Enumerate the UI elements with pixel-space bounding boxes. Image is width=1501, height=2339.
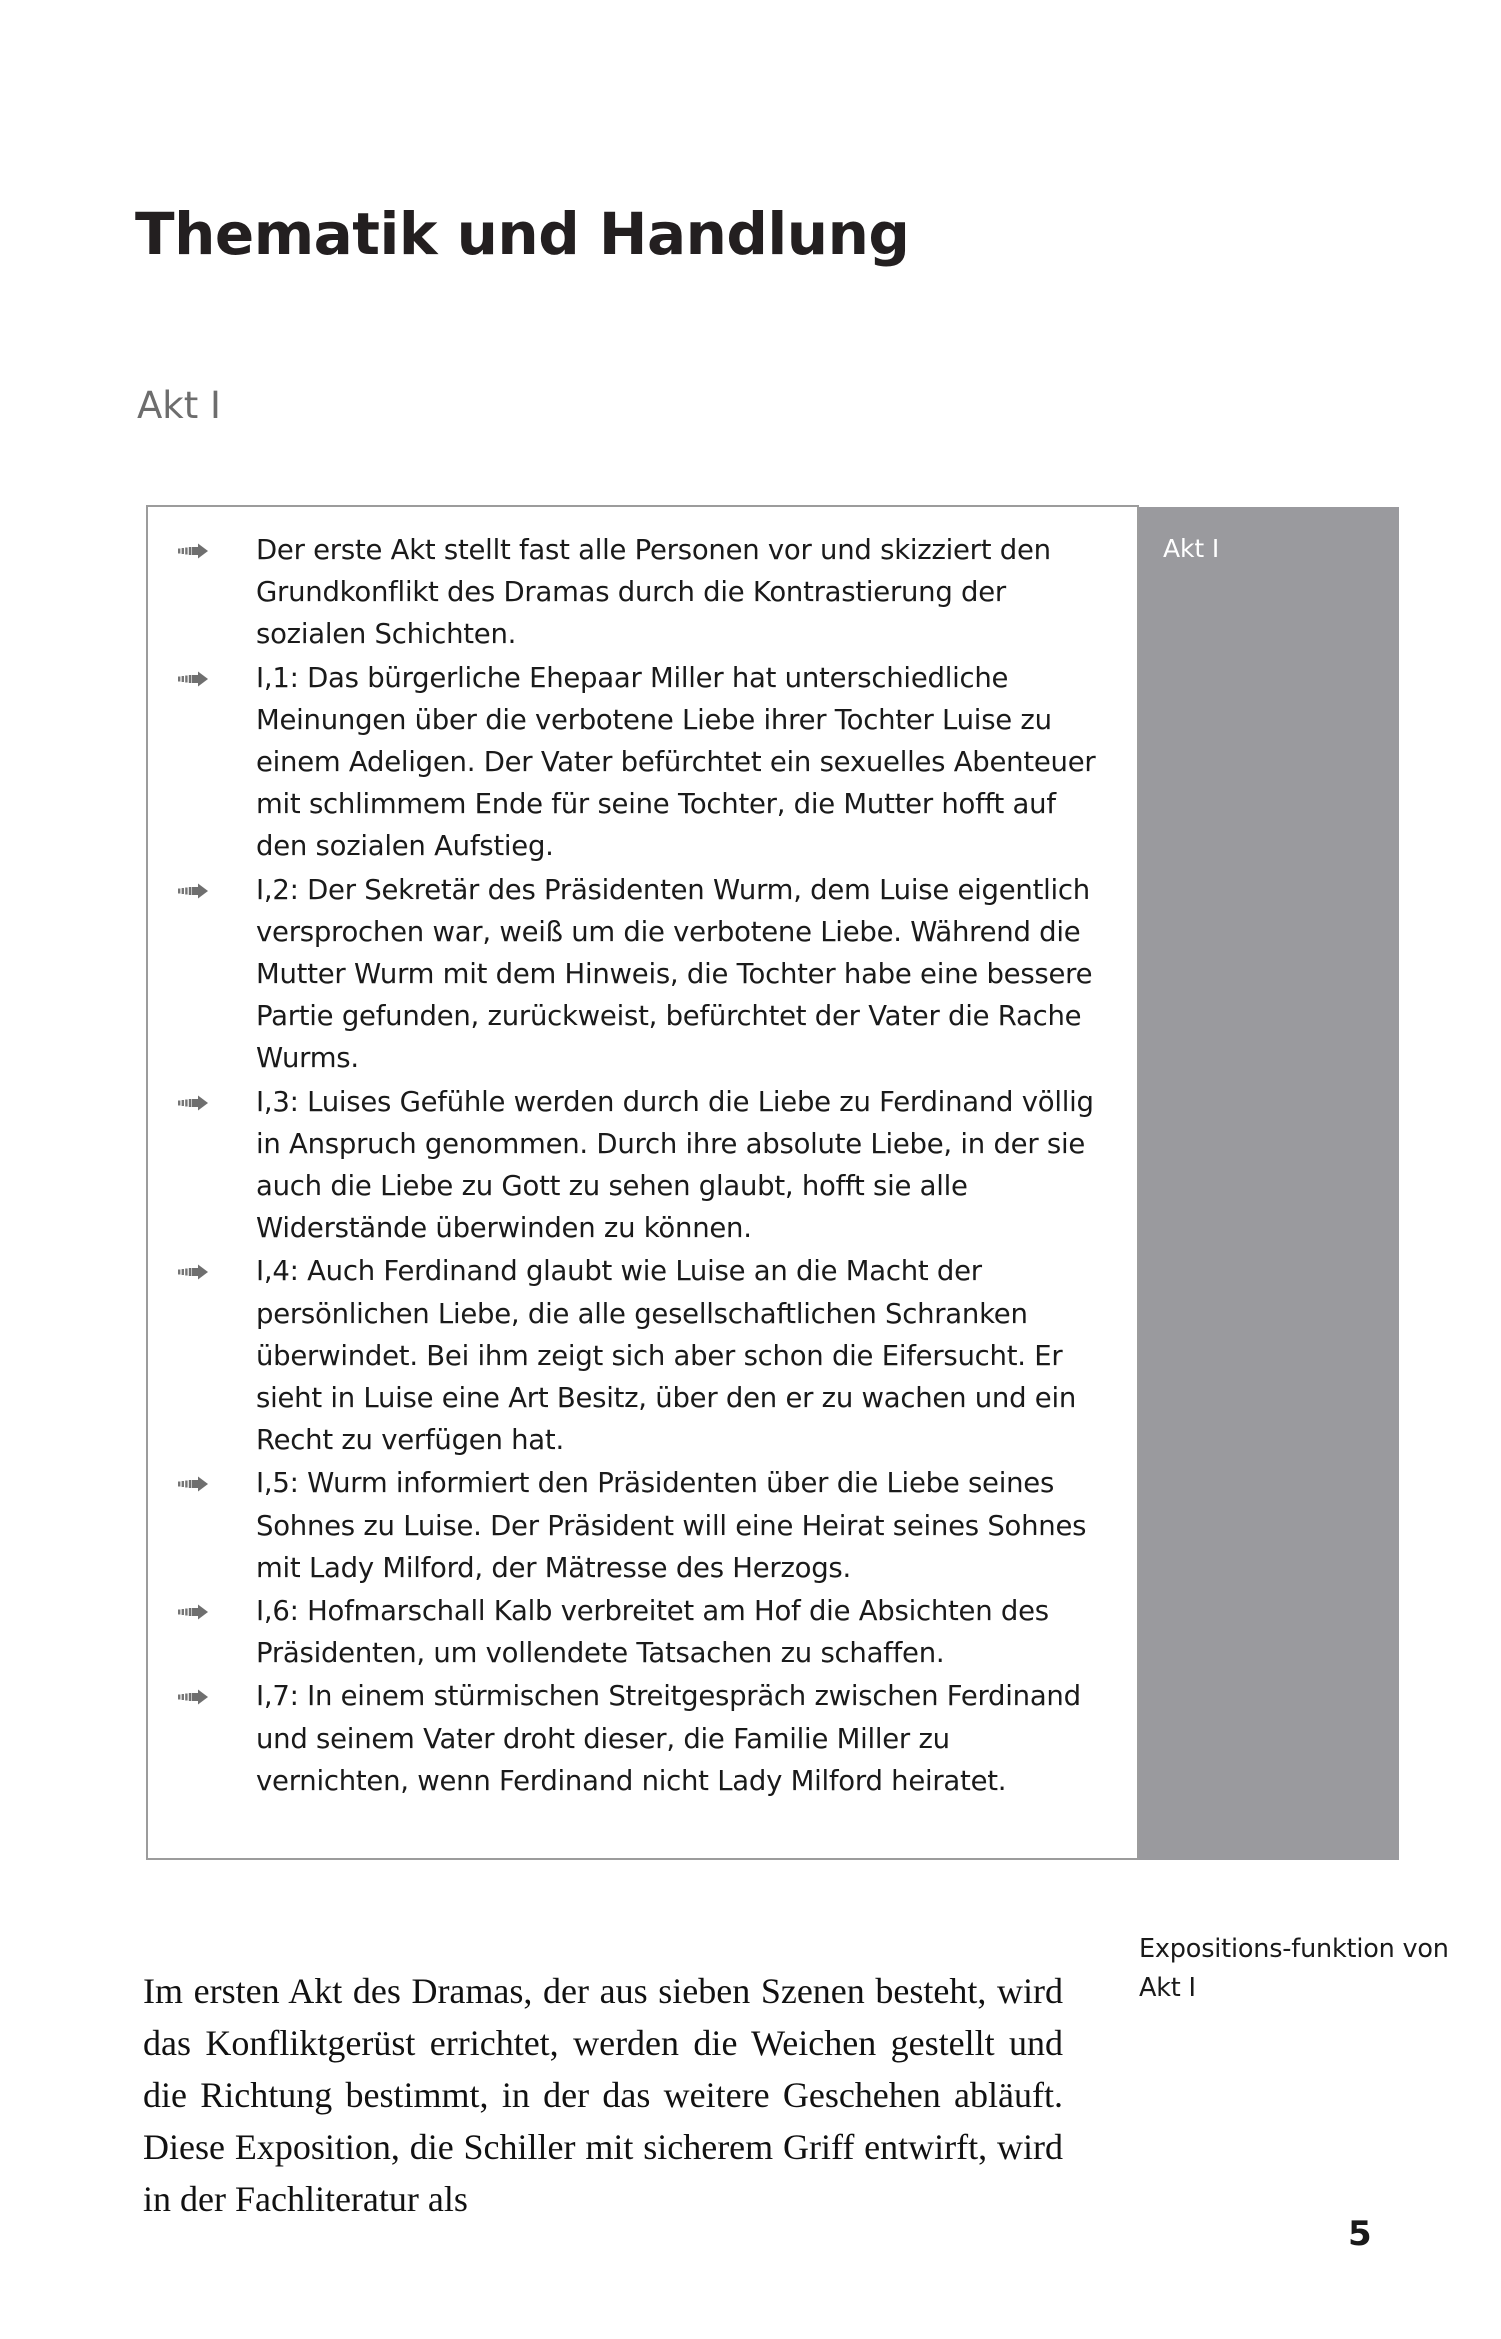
list-item <box>170 1250 1111 1461</box>
page-title: Thematik und Handlung <box>135 199 910 268</box>
list-item <box>170 1462 1111 1589</box>
scene-summary-list <box>148 507 1137 1823</box>
dashed-arrow-right-icon <box>170 1081 256 1111</box>
list-item <box>170 1590 1111 1674</box>
act-marginal-block <box>1139 507 1399 1860</box>
page-number: 5 <box>1348 2214 1372 2254</box>
list-item-text: I,6: Hofmarschall Kalb verbreitet am Hof die Absichten des Präsidenten, um vollendete Tatsachen zu schaffen. <box>256 1595 1049 1670</box>
dashed-arrow-right-icon <box>170 1675 256 1705</box>
list-item-text: I,1: Das bürgerliche Ehepaar Miller hat unterschiedliche Meinungen über die verbotene Liebe ihrer Tochter Luise zu einem Adeligen. Der Vater befürchtet ein sexuelles Abenteuer mit schlimmem Ende für seine Tochter, die Mutter hofft auf den sozialen Aufstieg. <box>256 661 1096 863</box>
list-item-text: I,7: In einem stürmischen Streitgespräch zwischen Ferdinand und seinem Vater droht dieser, die Familie Miller zu vernichten, wenn Ferdinand nicht Lady Milford heiratet. <box>256 1680 1081 1797</box>
list-item-text: Der erste Akt stellt fast alle Personen vor und skizziert den Grundkonflikt des Dramas durch die Kontrastierung der sozialen Schichten. <box>256 534 1051 651</box>
dashed-arrow-right-icon <box>170 1590 256 1620</box>
section-heading-akt-1: Akt I <box>137 383 221 427</box>
list-item <box>170 869 1111 1080</box>
dashed-arrow-right-icon <box>170 529 256 559</box>
act-summary-box <box>146 505 1139 1860</box>
body-paragraph: Im ersten Akt des Dramas, der aus sieben Szenen besteht, wird das Konfliktgerüst errichtet, werden die Weichen gestellt und die Richtung bestimmt, in der das weitere Geschehen abläuft. Diese Exposition, die Schiller mit sicherem Griff entwirft, wird in der Fachliteratur als <box>143 1971 1063 2219</box>
dashed-arrow-right-icon <box>170 1462 256 1492</box>
list-item-text: I,4: Auch Ferdinand glaubt wie Luise an die Macht der persönlichen Liebe, die alle gesellschaftlichen Schranken überwindet. Bei ihm zeigt sich aber schon die Eifersucht. Er sieht in Luise eine Art Besitz, über den er zu wachen und ein Recht zu verfügen hat. <box>256 1255 1077 1457</box>
list-item <box>170 1675 1111 1802</box>
dashed-arrow-right-icon <box>170 1250 256 1280</box>
list-item-text: I,3: Luises Gefühle werden durch die Liebe zu Ferdinand völlig in Anspruch genommen. Durch ihre absolute Liebe, in der sie auch die Liebe zu Gott zu sehen glaubt, hofft sie alle Widerstände überwinden zu können. <box>256 1085 1094 1245</box>
dashed-arrow-right-icon <box>170 869 256 899</box>
list-item-text: I,5: Wurm informiert den Präsidenten über die Liebe seines Sohnes zu Luise. Der Präsident will eine Heirat seines Sohnes mit Lady Milford, der Mätresse des Herzogs. <box>256 1467 1087 1584</box>
list-item-text: I,2: Der Sekretär des Präsidenten Wurm, dem Luise eigentlich versprochen war, weiß um die verbotene Liebe. Während die Mutter Wurm mit dem Hinweis, die Tochter habe eine bessere Partie gefunden, zurückweist, befürchtet der Vater die Rache Wurms. <box>256 873 1093 1075</box>
list-item <box>170 657 1111 868</box>
margin-note-exposition: Expositions-funktion von Akt I <box>1139 1934 1449 2003</box>
list-item <box>170 529 1111 656</box>
dashed-arrow-right-icon <box>170 657 256 687</box>
list-item <box>170 1081 1111 1250</box>
act-marginal-label: Akt I <box>1163 534 1220 563</box>
